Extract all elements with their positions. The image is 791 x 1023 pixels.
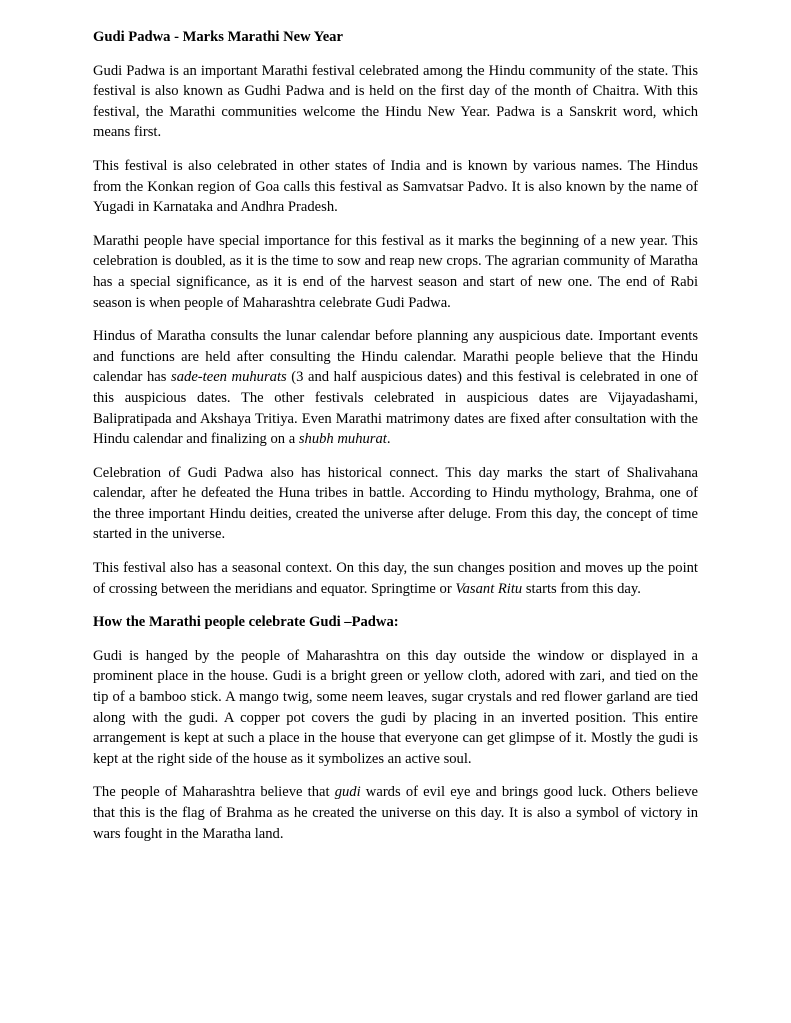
text-run: The people of Maharashtra believe that	[93, 784, 335, 801]
text-run: wards of evil eye and brings good luck. Others believe that this is the flag of Brahma as he created the universe on this day. It is also a symbol of victory in wars fought in the Maratha land.	[93, 784, 698, 842]
paragraph-other-states: This festival is also celebrated in other states of India and is known by various names. The Hindus from the Konkan region of Goa calls this festival as Samvatsar Padvo. It is also known by the name of Yugadi in Karnataka and Andhra Pradesh.	[93, 157, 698, 216]
paragraph-importance: Marathi people have special importance for this festival as it marks the beginning of a new year. This celebration is doubled, as it is the time to sow and reap new crops. The agrarian community of Maratha has a special significance, as it is end of the harvest season and start of new one. The end of Rabi season is when people of Maharashtra celebrate Gudi Padwa.	[93, 232, 698, 311]
paragraph-lunar-calendar	[93, 326, 698, 450]
text-run: This festival also has a seasonal context. On this day, the sun changes position and moves up the point of crossing between the meridians and equator. Springtime or	[93, 560, 698, 597]
italic-term-vasant-ritu: Vasant Ritu	[455, 580, 523, 597]
section-subheading: How the Marathi people celebrate Gudi –Padwa:	[93, 614, 399, 631]
paragraph-historical: Celebration of Gudi Padwa also has historical connect. This day marks the start of Shalivahana calendar, after he defeated the Huna tribes in battle. According to Hindu mythology, Brahma, one of the three important Hindu deities, created the universe after deluge. From this day, the concept of time started in the universe.	[93, 464, 698, 543]
text-run: Hindus of Maratha consults the lunar calendar before planning any auspicious date. Important events and functions are held after consulting the Hindu calendar. Marathi people believe that the Hindu calendar has	[93, 328, 698, 386]
text-run: (3 and half auspicious dates) and this festival is celebrated in one of this auspicious dates. The other festivals celebrated in auspicious dates are Vijayadashami, Balipratipada and Akshaya Tritiya. Even Marathi matrimony dates are fixed after consultation with the Hindu calendar and finalizing on a	[93, 369, 698, 448]
text-run: starts from this day.	[522, 580, 641, 597]
paragraph-intro: Gudi Padwa is an important Marathi festival celebrated among the Hindu community of the state. This festival is also known as Gudhi Padwa and is held on the first day of the month of Chaitra. With this festival, the Marathi communities welcome the Hindu New Year. Padwa is a Sanskrit word, which means first.	[93, 62, 698, 141]
document-title: Gudi Padwa - Marks Marathi New Year	[93, 29, 343, 45]
paragraph-seasonal	[93, 558, 698, 599]
italic-term-sade-teen-muhurats: sade-teen muhurats	[171, 369, 287, 386]
paragraph-gudi-description: Gudi is hanged by the people of Maharashtra on this day outside the window or displayed in a prominent place in the house. Gudi is a bright green or yellow cloth, adored with zari, and tied on the tip of a bamboo stick. A mango twig, some neem leaves, sugar crystals and red flower garland are tied along with the gudi. A copper pot covers the gudi by placing in an inverted position. This entire arrangement is kept at such a place in the house that everyone can get glimpse of it. Mostly the gudi is kept at the right side of the house as it symbolizes an active soul.	[93, 647, 698, 767]
italic-term-shubh-muhurat: shubh muhurat	[298, 431, 387, 448]
text-run: .	[386, 431, 391, 448]
italic-term-gudi: gudi	[334, 784, 361, 801]
paragraph-beliefs	[93, 782, 698, 844]
